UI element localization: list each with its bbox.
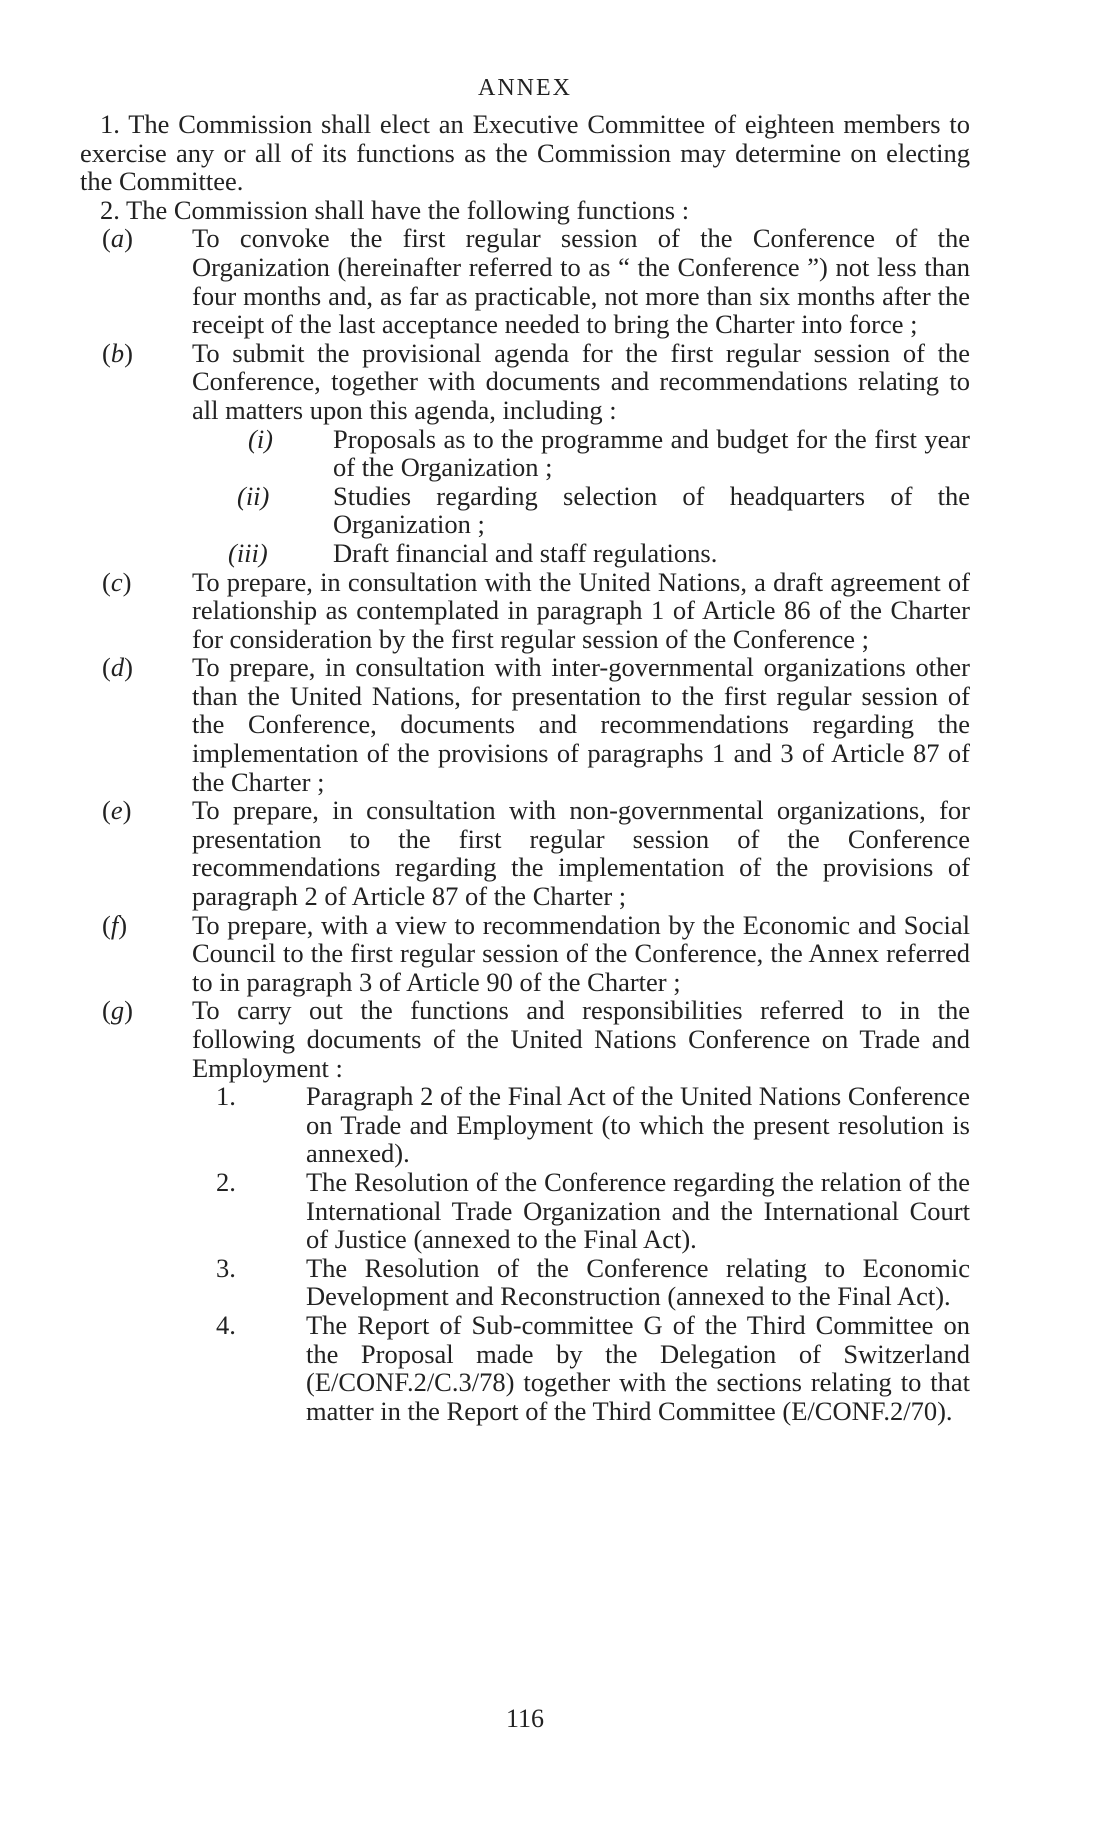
item-text: To carry out the functions and responsibilities referred to in the following documents of the United Nations Conference on Trade and Employment : (192, 995, 970, 1083)
annex-body (80, 110, 970, 1425)
subitem-label: (iii) (228, 537, 268, 568)
subitem-i (80, 425, 970, 482)
function-item-c (80, 568, 970, 654)
document-text: The Resolution of the Conference relating to Economic Development and Reconstruction (annexed to the Final Act). (306, 1252, 970, 1312)
function-item-g (80, 996, 970, 1082)
function-item-d (80, 653, 970, 796)
document-item-1 (80, 1082, 970, 1168)
item-text: To prepare, in consultation with non-governmental organizations, for presentation to the first regular session of the Conference recommendations regarding the implementation of the provisions of paragraph 2 of Article 87 of the Charter ; (192, 795, 970, 912)
document-label: 1. (216, 1081, 236, 1112)
document-label: 2. (216, 1166, 236, 1197)
annex-heading: ANNEX (478, 75, 572, 101)
subitem-text: Draft financial and staff regulations. (333, 537, 718, 568)
item-text: To submit the provisional agenda for the first regular session of the Conference, together with documents and recommendations relating to all matters upon this agenda, including : (192, 337, 970, 425)
item-label: (b) (102, 337, 133, 368)
document-label: 3. (216, 1252, 236, 1283)
document-text: Paragraph 2 of the Final Act of the United Nations Conference on Trade and Employment (to which the present resolution is annexed). (306, 1081, 970, 1169)
page-number: 116 (505, 1704, 545, 1733)
document-item-2 (80, 1168, 970, 1254)
item-text: To prepare, in consultation with inter-governmental organizations other than the United Nations, for presentation to the first regular session of the Conference, documents and recommendations regarding the implementation of the provisions of paragraphs 1 and 3 of Article 87 of the Charter ; (192, 652, 970, 797)
subitem-label: (i) (248, 423, 274, 454)
item-label: (d) (102, 652, 133, 683)
item-label: (e) (102, 795, 132, 826)
function-item-f (80, 911, 970, 997)
item-label: (a) (102, 223, 133, 254)
subitem-text: Studies regarding selection of headquarters of the Organization ; (333, 480, 970, 540)
item-text: To convoke the first regular session of the Conference of the Organization (hereinafter referred to as “ the Conference ”) not less than four months and, as far as practicable, not more than six months after the receipt of the last acceptance needed to bring the Charter into force ; (192, 223, 970, 340)
paragraph-2: 2. The Commission shall have the following functions : (100, 194, 690, 225)
item-text: To prepare, with a view to recommendation by the Economic and Social Council to the first regular session of the Conference, the Annex referred to in paragraph 3 of Article 90 of the Charter ; (192, 909, 970, 997)
subitem-text: Proposals as to the programme and budget for the first year of the Organization ; (333, 423, 970, 483)
subitem-iii (80, 539, 970, 568)
item-text: To prepare, in consultation with the United Nations, a draft agreement of relationship as contemplated in paragraph 1 of Article 86 of the Charter for consideration by the first regular session of the Conference ; (192, 566, 970, 654)
item-label: (f) (102, 909, 128, 940)
function-item-b (80, 339, 970, 425)
document-text: The Report of Sub-committee G of the Third Committee on the Proposal made by the Delegation of Switzerland (E/CONF.2/C.3/78) together with the sections relating to that matter in the Report of the Third Committee (E/CONF.2/70). (306, 1309, 970, 1426)
subitem-label: (ii) (237, 480, 270, 511)
paragraph-1: 1. The Commission shall elect an Executive Committee of eighteen members to exercise any or all of its functions as the Commission may determine on electing the Committee. (80, 109, 970, 197)
item-label: (c) (102, 566, 132, 597)
item-label: (g) (102, 995, 133, 1026)
function-item-e (80, 796, 970, 910)
document-label: 4. (216, 1309, 236, 1340)
document-text: The Resolution of the Conference regarding the relation of the International Trade Organization and the International Court of Justice (annexed to the Final Act). (306, 1166, 970, 1255)
function-item-a (80, 224, 970, 338)
document-item-3 (80, 1254, 970, 1311)
document-item-4 (80, 1311, 970, 1425)
subitem-ii (80, 482, 970, 539)
